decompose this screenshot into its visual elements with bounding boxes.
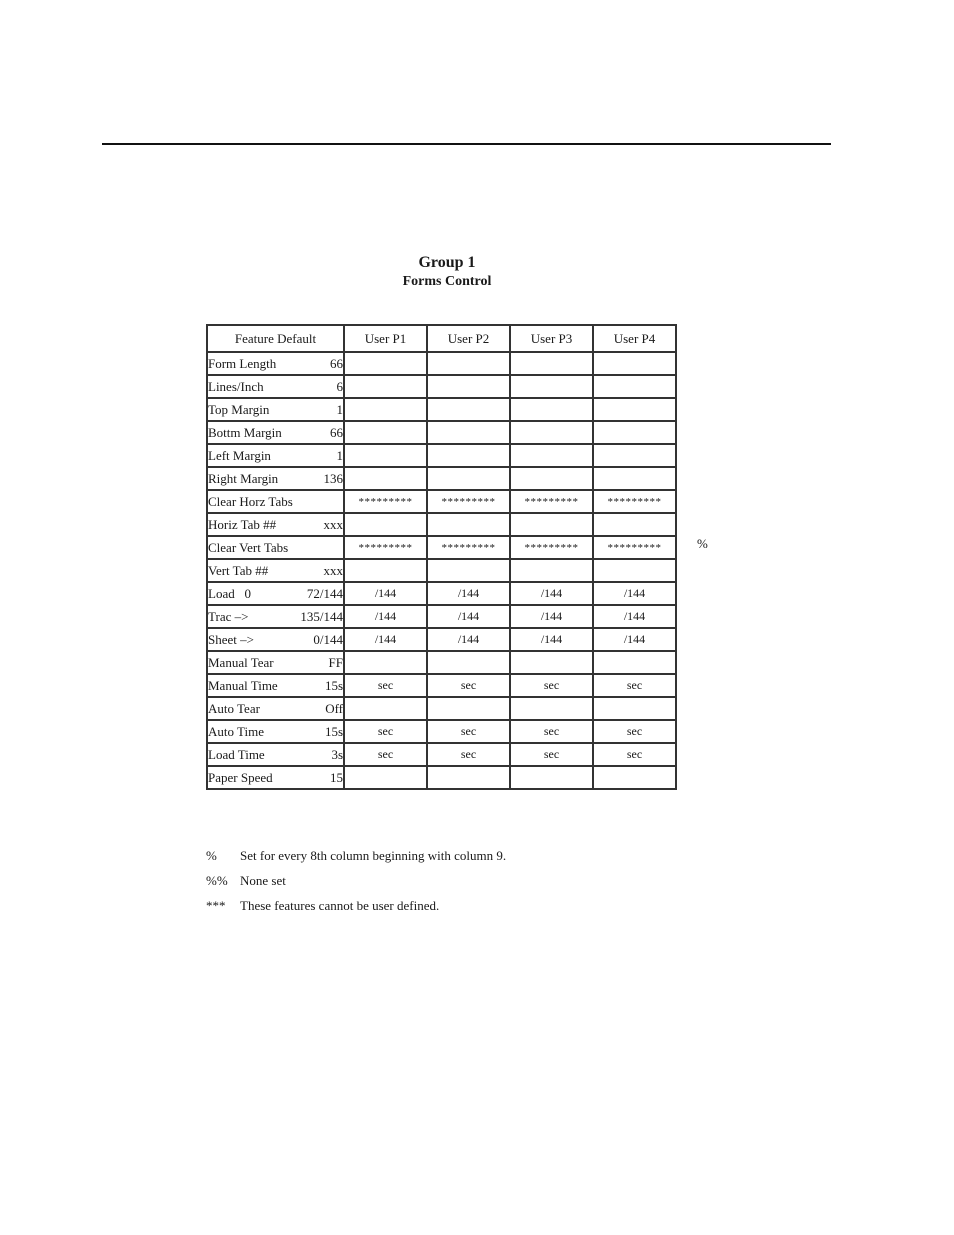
feature-name: Lines/Inch <box>208 378 264 394</box>
table-row <box>207 490 676 513</box>
user-p4-cell <box>593 513 676 536</box>
feature-cell <box>207 490 344 513</box>
user-p2-cell: /144 <box>427 605 510 628</box>
user-p1-cell <box>344 766 427 789</box>
feature-name: Horiz Tab ## <box>208 516 277 532</box>
user-p3-cell: sec <box>510 674 593 697</box>
feature-cell <box>207 375 344 398</box>
table-row <box>207 467 676 490</box>
user-p4-cell <box>593 444 676 467</box>
user-p4-cell: sec <box>593 674 676 697</box>
user-p2-cell <box>427 398 510 421</box>
user-p4-cell: sec <box>593 720 676 743</box>
user-p1-cell <box>344 421 427 444</box>
feature-cell <box>207 605 344 628</box>
feature-name: Manual Tear <box>208 654 274 670</box>
feature-cell <box>207 582 344 605</box>
table-body <box>207 352 676 789</box>
user-p3-cell <box>510 352 593 375</box>
user-p2-cell: sec <box>427 743 510 766</box>
table-row <box>207 421 676 444</box>
user-p3-cell: ********* <box>510 490 593 513</box>
footnote-text: These features cannot be user defined. <box>240 897 440 913</box>
user-p1-cell <box>344 398 427 421</box>
user-p4-cell: ********* <box>593 536 676 559</box>
feature-name: Sheet –> <box>208 631 254 647</box>
user-p2-cell <box>427 421 510 444</box>
footnote-symbol: *** <box>206 897 226 913</box>
user-p4-cell <box>593 375 676 398</box>
feature-name: Left Margin <box>208 447 271 463</box>
feature-name: Auto Time <box>208 723 264 739</box>
user-p4-cell <box>593 352 676 375</box>
user-p4-cell <box>593 421 676 444</box>
header-user-p4: User P4 <box>593 325 676 352</box>
user-p3-cell <box>510 559 593 582</box>
feature-default-value: 0/144 <box>313 631 343 647</box>
feature-name: Auto Tear <box>208 700 260 716</box>
user-p1-cell <box>344 375 427 398</box>
feature-cell <box>207 674 344 697</box>
feature-default-value: 136 <box>323 470 343 486</box>
top-rule <box>102 143 831 145</box>
table-row <box>207 559 676 582</box>
feature-default-value: 3s <box>331 746 343 762</box>
footnote-text: Set for every 8th column beginning with column 9. <box>240 847 507 863</box>
feature-default-value: 1 <box>336 447 343 463</box>
table-row <box>207 375 676 398</box>
feature-cell <box>207 559 344 582</box>
user-p3-cell <box>510 398 593 421</box>
user-p4-cell: sec <box>593 743 676 766</box>
user-p1-cell <box>344 467 427 490</box>
header-user-p2: User P2 <box>427 325 510 352</box>
user-p3-cell: /144 <box>510 605 593 628</box>
feature-default-value: 15s <box>324 677 343 693</box>
feature-cell <box>207 766 344 789</box>
user-p4-cell <box>593 651 676 674</box>
table-row <box>207 352 676 375</box>
user-p1-cell <box>344 651 427 674</box>
feature-name: Manual Time <box>208 677 278 693</box>
user-p1-cell <box>344 352 427 375</box>
feature-cell <box>207 651 344 674</box>
user-p2-cell: ********* <box>427 536 510 559</box>
feature-default-value: 66 <box>330 355 343 371</box>
feature-default-value: 72/144 <box>306 585 343 601</box>
feature-default-value: 6 <box>336 378 343 394</box>
table-row <box>207 536 676 559</box>
header-user-p1: User P1 <box>344 325 427 352</box>
user-p1-cell: /144 <box>344 582 427 605</box>
user-p1-cell: /144 <box>344 628 427 651</box>
feature-default-value: FF <box>328 654 343 670</box>
feature-cell <box>207 444 344 467</box>
feature-default-value: 66 <box>330 424 343 440</box>
horiz-tab-footnote-mark: % <box>697 536 708 551</box>
feature-cell <box>207 421 344 444</box>
table-row <box>207 651 676 674</box>
feature-cell <box>207 720 344 743</box>
feature-cell <box>207 398 344 421</box>
feature-cell <box>207 352 344 375</box>
user-p2-cell <box>427 444 510 467</box>
user-p4-cell <box>593 766 676 789</box>
user-p2-cell: sec <box>427 720 510 743</box>
table-row <box>207 582 676 605</box>
user-p4-cell <box>593 697 676 720</box>
user-p1-cell: ********* <box>344 536 427 559</box>
user-p1-cell <box>344 697 427 720</box>
user-p4-cell <box>593 559 676 582</box>
user-p4-cell: ********* <box>593 490 676 513</box>
user-p4-cell: /144 <box>593 628 676 651</box>
user-p3-cell <box>510 421 593 444</box>
feature-default-value: 135/144 <box>300 608 343 624</box>
table-row <box>207 766 676 789</box>
table-row <box>207 398 676 421</box>
user-p4-cell: /144 <box>593 582 676 605</box>
footnote-percent <box>206 843 506 868</box>
forms-control-table <box>206 324 677 790</box>
feature-default-value: xxx <box>323 562 343 578</box>
user-p3-cell <box>510 651 593 674</box>
user-p2-cell: sec <box>427 674 510 697</box>
feature-default-value: 15 <box>330 769 343 785</box>
footnote-symbol: % <box>206 847 217 863</box>
feature-cell <box>207 513 344 536</box>
table-row <box>207 743 676 766</box>
user-p4-cell: /144 <box>593 605 676 628</box>
feature-name: Load 0 <box>208 585 251 601</box>
user-p1-cell: sec <box>344 743 427 766</box>
feature-name: Form Length <box>208 355 277 371</box>
feature-name: Vert Tab ## <box>208 562 269 578</box>
feature-name: Right Margin <box>208 470 279 486</box>
user-p2-cell: /144 <box>427 628 510 651</box>
feature-name: Bottm Margin <box>208 424 282 440</box>
feature-name: Trac –> <box>208 608 249 624</box>
footnote-text: None set <box>240 872 286 888</box>
user-p2-cell <box>427 766 510 789</box>
group-subtitle: Forms Control <box>402 274 492 289</box>
user-p2-cell <box>427 651 510 674</box>
feature-default-value: xxx <box>323 516 343 532</box>
feature-name: Load Time <box>208 746 265 762</box>
user-p4-cell <box>593 467 676 490</box>
feature-name: Clear Vert Tabs <box>208 539 289 555</box>
feature-cell <box>207 536 344 559</box>
footnote-asterisks <box>206 893 506 918</box>
feature-name: Paper Speed <box>208 769 273 785</box>
feature-cell <box>207 467 344 490</box>
feature-name: Clear Horz Tabs <box>208 493 293 509</box>
user-p1-cell <box>344 559 427 582</box>
footnote-double-percent <box>206 868 506 893</box>
feature-name: Top Margin <box>208 401 270 417</box>
user-p2-cell <box>427 375 510 398</box>
user-p1-cell <box>344 513 427 536</box>
user-p1-cell: ********* <box>344 490 427 513</box>
user-p3-cell: sec <box>510 743 593 766</box>
user-p3-cell: /144 <box>510 628 593 651</box>
footnote-symbol: %% <box>206 872 228 888</box>
user-p2-cell <box>427 513 510 536</box>
user-p2-cell <box>427 559 510 582</box>
feature-default-value: Off <box>325 700 343 716</box>
user-p1-cell: sec <box>344 720 427 743</box>
table-row <box>207 720 676 743</box>
user-p1-cell: /144 <box>344 605 427 628</box>
table-header-row <box>207 325 676 352</box>
table-row <box>207 628 676 651</box>
user-p4-cell <box>593 398 676 421</box>
user-p1-cell <box>344 444 427 467</box>
user-p3-cell: sec <box>510 720 593 743</box>
user-p2-cell <box>427 697 510 720</box>
table-row <box>207 605 676 628</box>
table-row <box>207 697 676 720</box>
table-row <box>207 513 676 536</box>
user-p2-cell: ********* <box>427 490 510 513</box>
header-user-p3: User P3 <box>510 325 593 352</box>
footnotes <box>206 843 506 918</box>
user-p1-cell: sec <box>344 674 427 697</box>
user-p3-cell <box>510 697 593 720</box>
user-p3-cell: /144 <box>510 582 593 605</box>
table-row <box>207 674 676 697</box>
user-p3-cell <box>510 513 593 536</box>
user-p2-cell: /144 <box>427 582 510 605</box>
user-p3-cell <box>510 467 593 490</box>
feature-cell <box>207 628 344 651</box>
user-p3-cell <box>510 766 593 789</box>
user-p2-cell <box>427 352 510 375</box>
user-p2-cell <box>427 467 510 490</box>
feature-cell <box>207 743 344 766</box>
table-row <box>207 444 676 467</box>
feature-default-value: 1 <box>336 401 343 417</box>
group-title: Group 1 <box>418 254 476 271</box>
header-feature-default: Feature Default <box>207 325 344 352</box>
user-p3-cell: ********* <box>510 536 593 559</box>
user-p3-cell <box>510 444 593 467</box>
feature-default-value: 15s <box>324 723 343 739</box>
user-p3-cell <box>510 375 593 398</box>
feature-cell <box>207 697 344 720</box>
